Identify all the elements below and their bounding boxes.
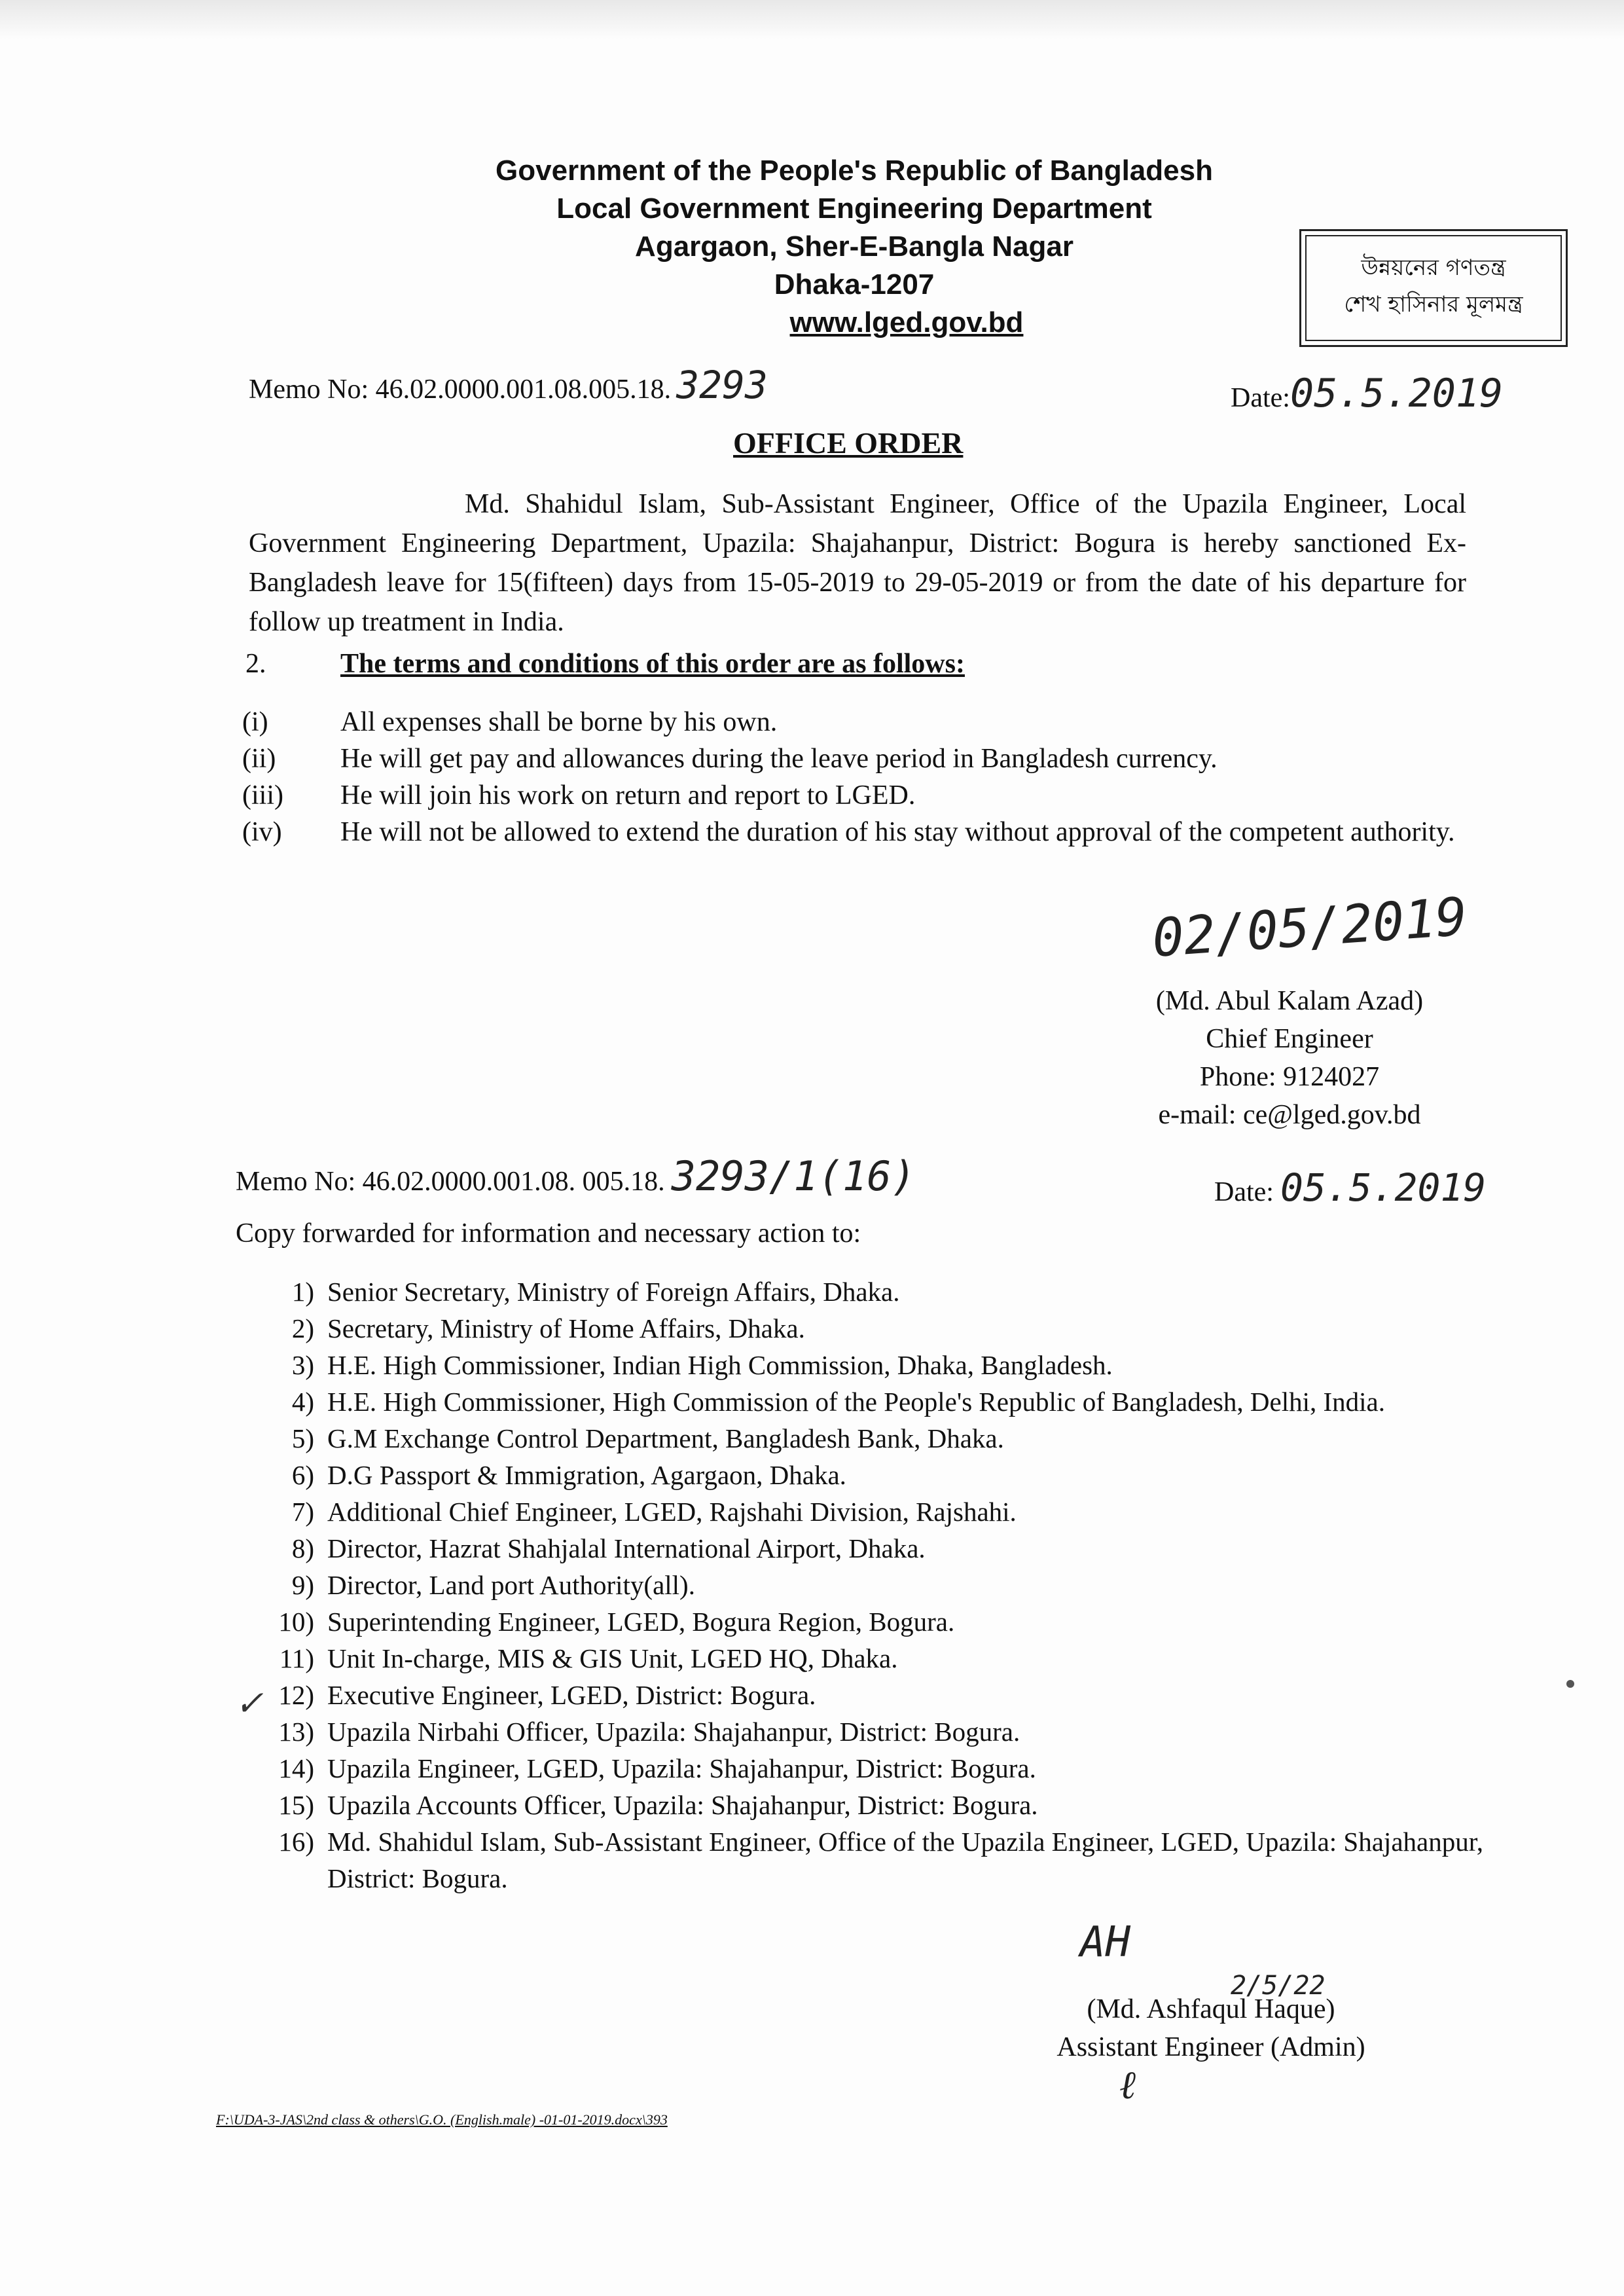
distribution-item-text: Superintending Engineer, LGED, Bogura Region, Bogura. [327, 1607, 955, 1637]
distribution-item-number: 4) [291, 1387, 314, 1417]
copy-memo-number: Memo No: 46.02.0000.001.08. 005.18. 3293/1(16) [236, 1152, 916, 1200]
distribution-item [249, 1530, 1492, 1567]
distribution-item [249, 1420, 1492, 1457]
order-paragraph: Md. Shahidul Islam, Sub-Assistant Engineer, Office of the Upazila Engineer, Local Government Engineering Department, Upazila: Shajahanpur, District: Bogura is hereby sanctioned Ex-Bangladesh leave for 15(fifteen) days from 15-05-2019 to 29-05-2019 or from the date of his departure for follow up treatment in India. [249, 489, 1466, 637]
distribution-list [249, 1273, 1492, 1897]
file-path-footer: F:\UDA-3-JAS\2nd class & others\G.O. (English.male) -01-01-2019.docx\393 [216, 2111, 668, 2128]
distribution-item [249, 1493, 1492, 1530]
copy-forwarded-line: Copy forwarded for information and necessary action to: [236, 1218, 861, 1248]
memo-prefix: 46.02.0000.001.08.005.18. [375, 374, 672, 405]
distribution-item [249, 1273, 1492, 1310]
distribution-item [249, 1457, 1492, 1493]
distribution-item-number: 5) [291, 1423, 314, 1453]
distribution-item [249, 1310, 1492, 1347]
distribution-item [249, 1787, 1492, 1823]
letterhead-line-1: Government of the People's Republic of Bangladesh [496, 155, 1213, 187]
memo-label: Memo No: [249, 374, 369, 405]
copy-date-handwritten: 05.5.2019 [1280, 1165, 1487, 1210]
slogan-line-2: শেখ হাসিনার মূলমন্ত্র [1344, 291, 1523, 318]
distribution-item-text: Executive Engineer, LGED, District: Bogura. [327, 1680, 816, 1710]
tick-mark: ✓ [237, 1679, 261, 1725]
slogan-line-1: উন্নয়নের গণতন্ত্র [1361, 255, 1506, 281]
handwritten-initial: ℓ [1119, 2062, 1136, 2108]
terms-list [242, 704, 1460, 850]
distribution-item-number: 7) [291, 1497, 314, 1527]
signatory-name: (Md. Ashfaqul Haque) [1087, 1994, 1335, 2024]
signatory-email: e-mail: ce@lged.gov.bd [1158, 1100, 1421, 1130]
letterhead-line-3: Agargaon, Sher-E-Bangla Nagar [635, 230, 1074, 263]
section-number: 2. [245, 649, 266, 679]
distribution-item-text: Additional Chief Engineer, LGED, Rajshahi Division, Rajshahi. [327, 1497, 1017, 1527]
term-item: (iv) He will not be allowed to extend the duration of his stay without approval of the competent authority. [242, 817, 1455, 847]
distribution-item-number: 11) [279, 1643, 314, 1673]
signatory-title: Assistant Engineer (Admin) [1056, 2032, 1365, 2062]
signatory-name: (Md. Abul Kalam Azad) [1155, 986, 1424, 1016]
distribution-item-number: 15) [278, 1790, 314, 1820]
scan-edge-shadow [0, 0, 1624, 39]
letterhead-line-2: Local Government Engineering Department [556, 192, 1152, 225]
distribution-item-number: 6) [291, 1460, 314, 1490]
distribution-item [249, 1383, 1492, 1420]
distribution-item [249, 1567, 1492, 1603]
section-heading: The terms and conditions of this order are as follows: [340, 649, 965, 679]
distribution-item-text: Upazila Accounts Officer, Upazila: Shajahanpur, District: Bogura. [327, 1790, 1038, 1820]
copy-memo-handwritten-number: 3293/1(16) [671, 1152, 916, 1200]
document-title: OFFICE ORDER [733, 426, 964, 460]
distribution-item [249, 1677, 1492, 1713]
assistant-engineer-signature-block [1008, 1990, 1414, 2066]
distribution-item [249, 1640, 1492, 1677]
distribution-item [249, 1823, 1492, 1897]
chief-engineer-signature: 02/05/2019 [1150, 886, 1470, 969]
slogan-box [1299, 229, 1568, 347]
memo-handwritten-number: 3293 [676, 363, 768, 407]
distribution-item-text: Upazila Engineer, LGED, Upazila: Shajahanpur, District: Bogura. [327, 1753, 1036, 1783]
assistant-engineer-signature: AH [1080, 1918, 1131, 1967]
distribution-item-number: 1) [291, 1277, 314, 1307]
distribution-item-text: Upazila Nirbahi Officer, Upazila: Shajahanpur, District: Bogura. [327, 1717, 1020, 1747]
letterhead-line-4: Dhaka-1207 [774, 268, 935, 301]
scan-dot [1566, 1680, 1574, 1688]
distribution-item-text: Unit In-charge, MIS & GIS Unit, LGED HQ, Dhaka. [327, 1643, 898, 1673]
distribution-item [249, 1603, 1492, 1640]
distribution-item-number: 8) [291, 1533, 314, 1563]
distribution-item-text: Senior Secretary, Ministry of Foreign Affairs, Dhaka. [327, 1277, 900, 1307]
distribution-item-number: 9) [291, 1570, 314, 1600]
distribution-item-text: G.M Exchange Control Department, Bangladesh Bank, Dhaka. [327, 1423, 1004, 1453]
chief-engineer-signature-block [1080, 982, 1499, 1134]
memo-number [249, 363, 768, 407]
order-date [1231, 371, 1503, 416]
date-handwritten: 05.5.2019 [1290, 371, 1504, 416]
term-item: (ii) He will get pay and allowances during the leave period in Bangladesh currency. [242, 744, 1218, 774]
distribution-item-number: 10) [278, 1607, 314, 1637]
distribution-item-text: H.E. High Commissioner, High Commission of the People's Republic of Bangladesh, Delhi, India. [327, 1387, 1385, 1417]
signatory-phone: Phone: 9124027 [1199, 1062, 1380, 1092]
distribution-item-number: 12) [278, 1680, 314, 1710]
distribution-item [249, 1713, 1492, 1750]
distribution-item-number: 3) [291, 1350, 314, 1380]
distribution-item-text: H.E. High Commissioner, Indian High Commission, Dhaka, Bangladesh. [327, 1350, 1113, 1380]
assistant-engineer-signature-date: 2/5/22 [1231, 1971, 1326, 2001]
distribution-item-number: 13) [278, 1717, 314, 1747]
distribution-item-number: 16) [278, 1827, 314, 1857]
distribution-item-text: Director, Land port Authority(all). [327, 1570, 695, 1600]
letterhead-website: www.lged.gov.bd [789, 306, 1024, 338]
distribution-item [249, 1347, 1492, 1383]
term-item: (iii) He will join his work on return and report to LGED. [242, 780, 916, 811]
distribution-item-number: 2) [291, 1313, 314, 1343]
distribution-item-text: Secretary, Ministry of Home Affairs, Dhaka. [327, 1313, 805, 1343]
date-label: Date: [1231, 383, 1290, 413]
signatory-title: Chief Engineer [1206, 1024, 1373, 1054]
distribution-item-number: 14) [278, 1753, 314, 1783]
term-item: (i) All expenses shall be borne by his own. [242, 707, 778, 737]
letterhead [406, 152, 1303, 342]
distribution-item-text: D.G Passport & Immigration, Agargaon, Dhaka. [327, 1460, 846, 1490]
distribution-item-text: Md. Shahidul Islam, Sub-Assistant Engineer, Office of the Upazila Engineer, LGED, Upazila: Shajahanpur, District: Bogura. [327, 1827, 1483, 1893]
copy-date: Date: 05.5.2019 [1214, 1165, 1487, 1210]
distribution-item [249, 1750, 1492, 1787]
distribution-item-text: Director, Hazrat Shahjalal International Airport, Dhaka. [327, 1533, 926, 1563]
